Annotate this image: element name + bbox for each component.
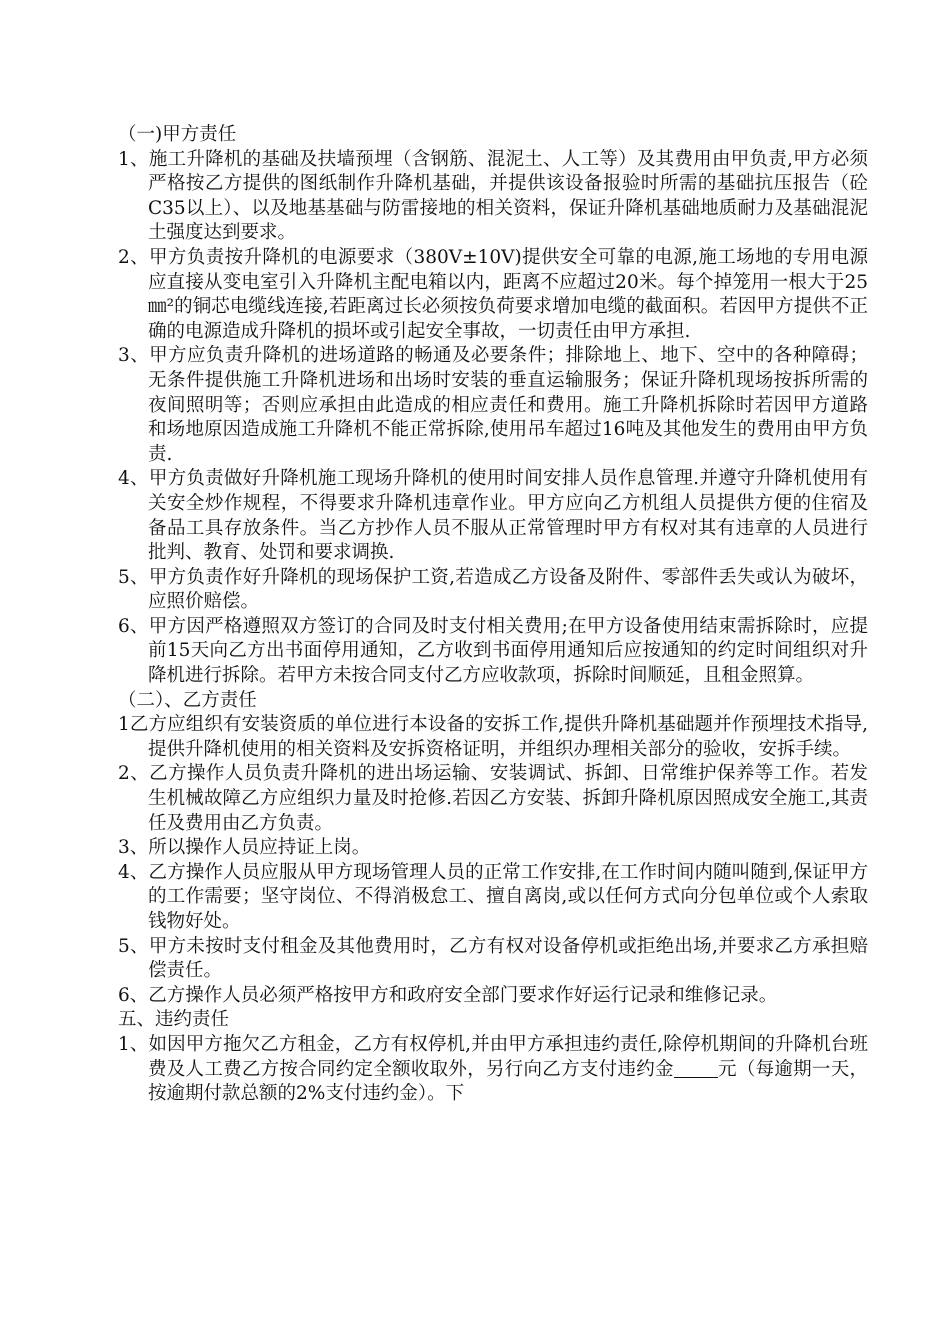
clause-breach-1-tail: （每逾期一天，按逾期付款总额的2%支付违约金）。下 (148, 1058, 868, 1105)
clause-a-4: 4、甲方负责做好升降机施工现场升降机的使用时间安排人员作息管理.并遵守升降机使用有关安全炒作规程，不得要求升降机违章作业。甲方应向乙方机组人员提供方便的住宿及备品工具存放条件。当乙方抄作人员不服从正常管理时甲方有权对其有违章的人员进行批判、教育、处罚和要求调换. (118, 468, 868, 564)
clause-b-5: 5、甲方未按时支付租金及其他费用时，乙方有权对设备停机或拒绝出场,并要求乙方承担赔偿责任。 (118, 935, 868, 982)
clause-breach-1-text: 1、如因甲方拖欠乙方租金，乙方有权停机,并由甲方承担违约责任,除停机期间的升降机台班费及人工费乙方按合同约定全额收取外，另行向乙方支付违约金 (118, 1033, 868, 1080)
penalty-unit: 元 (717, 1058, 737, 1080)
clause-a-2: 2、甲方负责按升降机的电源要求（380V±10V)提供安全可靠的电源,施工场地的专用电源应直接从变电室引入升降机主配电箱以内，距离不应超过20米。每个掉笼用一根大于25㎜²的铜芯电缆线连接,若距离过长必须按负荷要求增加电缆的截面积。若因甲方提供不正确的电源造成升降机的损坏或引起安全事故，一切责任由甲方承担. (118, 246, 868, 342)
clause-a-3: 3、甲方应负责升降机的进场道路的畅通及必要条件；排除地上、地下、空中的各种障碍；无条件提供施工升降机进场和出场时安装的垂直运输服务；保证升降机现场按拆所需的夜间照明等；否则应承担由此造成的相应责任和费用。施工升降机拆除时若因甲方道路和场地原因造成施工升降机不能正常拆除,使用吊车超过16吨及其他发生的费用由甲方负责. (118, 345, 868, 465)
section-heading-breach: 五、违约责任 (118, 1009, 230, 1031)
clause-a-5: 5、甲方负责作好升降机的现场保护工资,若造成乙方设备及附件、零部件丢失或认为破坏，应照价赔偿。 (118, 566, 868, 613)
document-body (118, 123, 868, 1107)
penalty-amount-blank (674, 1059, 718, 1078)
clause-breach-1 (118, 1033, 868, 1107)
clause-b-4: 4、乙方操作人员应服从甲方现场管理人员的正常工作安排,在工作时间内随叫随到,保证甲方的工作需要；坚守岗位、不得消极怠工、擅自离岗,或以任何方式向分包单位或个人索取钱物好处。 (118, 861, 868, 932)
clause-a-1: 1、施工升降机的基础及扶墙预埋（含钢筋、混泥土、人工等）及其费用由甲负责,甲方必须严格按乙方提供的图纸制作升降机基础，并提供该设备报验时所需的基础抗压报告（砼C35以上）、以及地基基础与防雷接地的相关资料，保证升降机基础地质耐力及基础混泥土强度达到要求。 (118, 148, 868, 244)
clause-b-6: 6、乙方操作人员必须严格按甲方和政府安全部门要求作好运行记录和维修记录。 (118, 984, 778, 1006)
clause-b-2: 2、乙方操作人员负责升降机的进出场运输、安装调试、拆卸、日常维护保养等工作。若发生机械故障乙方应组织力量及时抢修.若因乙方安装、拆卸升降机原因照成安全施工,其责任及费用由乙方负责。 (118, 763, 868, 834)
clause-b-1: 1乙方应组织有安装资质的单位进行本设备的安拆工作,提供升降机基础题并作预埋技术指导,提供升降机使用的相关资料及安拆资格证明，并组织办理相关部分的验收，安拆手续。 (118, 714, 868, 760)
section-heading-party-a: （一)甲方责任 (118, 124, 237, 145)
clause-a-6: 6、甲方因严格遵照双方签订的合同及时支付相关费用;在甲方设备使用结束需拆除时，应提前15天向乙方出书面停用通知，乙方收到书面停用通知后应按通知的约定时间组织对升降机进行拆除。若甲方未按合同支付乙方应收款项，拆除时间顺延，且租金照算。 (118, 615, 868, 687)
clause-b-3: 3、所以操作人员应持证上岗。 (118, 837, 371, 859)
section-heading-party-b: （二）、乙方责任 (118, 689, 257, 711)
